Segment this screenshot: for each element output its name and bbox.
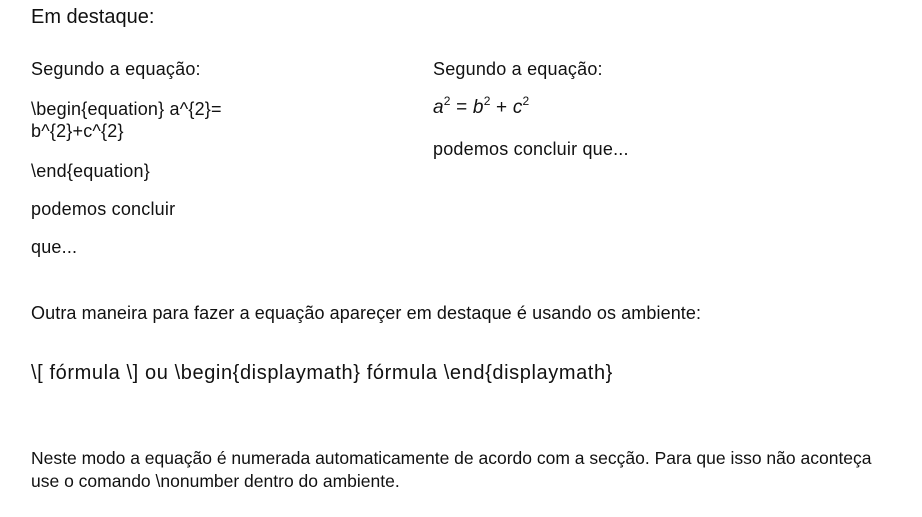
eq-plus: + [490,97,513,118]
eq-equals: = [450,97,473,118]
section-title: Em destaque: [31,6,155,28]
source-code-end: \end{equation} [31,161,150,181]
rendered-column [433,58,853,176]
rendered-conclusion: podemos concluir que... [433,139,629,159]
source-conclusion-line2: que... [31,237,78,257]
rendered-intro: Segundo a equação: [433,59,603,79]
alternative-intro: Outra maneira para fazer a equação apareçer em destaque é usando os ambiente: [31,303,702,323]
rendered-equation [433,96,853,120]
eq-var-a: a [433,97,444,118]
numbering-note: Neste modo a equação é numerada automaticamente de acordo com a secção. Para que isso não aconteça use o comando \nonumber dentro do ambiente. [31,448,872,491]
eq-exp-a: 2 [443,94,451,108]
source-intro: Segundo a equação: [31,59,201,79]
eq-exp-b: 2 [483,94,491,108]
displaymath-command: \[ fórmula \] ou \begin{displaymath} fórmula \end{displaymath} [31,362,613,384]
eq-var-b: b [472,97,484,118]
source-code-begin: \begin{equation} a^{2}= b^{2}+c^{2} [31,99,222,141]
source-column [31,58,311,274]
source-conclusion-line1: podemos concluir [31,199,176,219]
eq-var-c: c [512,97,523,118]
eq-exp-c: 2 [522,94,530,108]
